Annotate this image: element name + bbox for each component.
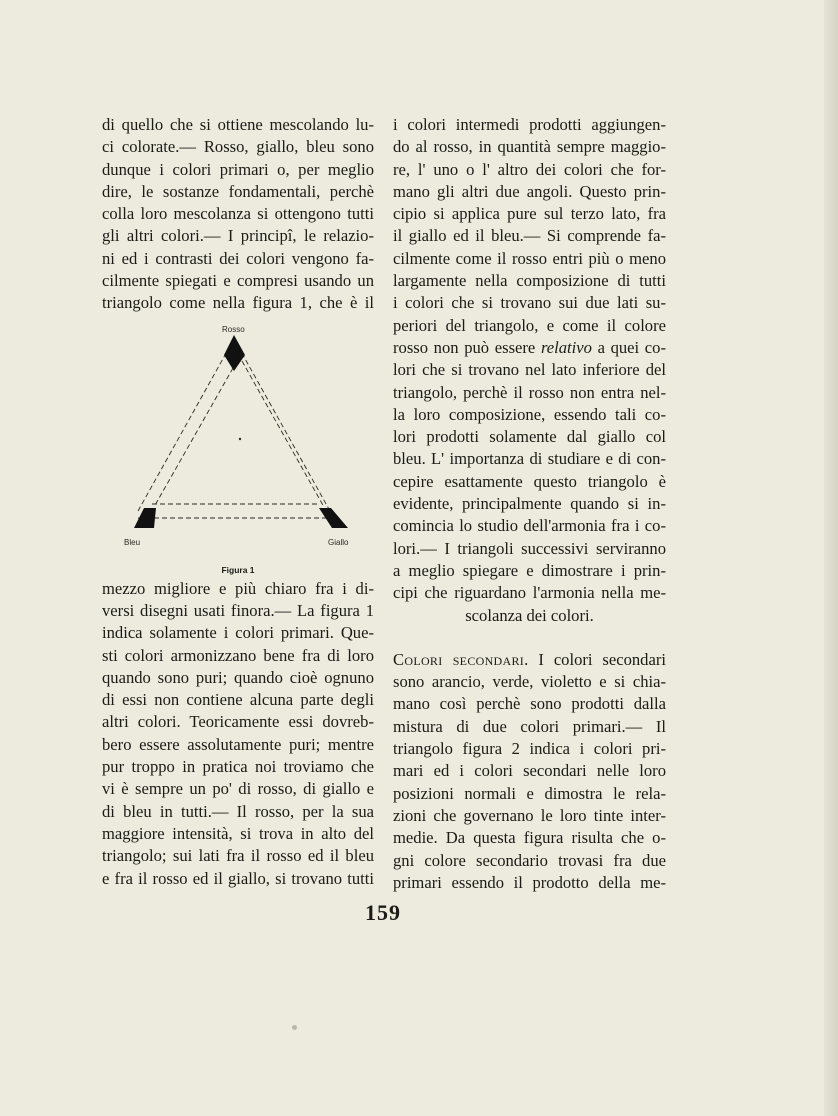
text-line: largamente nella composizione di tutti (393, 271, 666, 291)
section-first-line (393, 649, 666, 671)
text-line: do al rosso, in quantità sempre maggio- (393, 137, 666, 157)
page-edge (824, 0, 838, 1116)
text-line: mistura di due colori primari.— Il (393, 716, 666, 736)
text-line: lori che si trovano nel lato inferiore del (393, 360, 666, 380)
text-line: medie. Da questa figura risulta che o- (393, 828, 666, 848)
paragraph-gap (393, 627, 666, 649)
text-line-relativo (393, 337, 666, 359)
text-line: mari ed i colori secondari nelle loro (393, 761, 666, 781)
text-line: colla loro mescolanza si ottengono tutti (102, 204, 374, 224)
text-line: cipi che riguardano l'armonia nella me- (393, 583, 666, 603)
text-line: quando sono puri; quando cioè ognuno (102, 667, 374, 687)
outer-right-side (234, 339, 330, 511)
text-line: zioni che governano le loro tinte inter- (393, 805, 666, 825)
text-line: mano così perchè sono prodotti dalla (393, 694, 666, 714)
text-line: dire, le sostanze fondamentali, perchè (102, 181, 374, 201)
text-line: versi disegni usati finora.— La figura 1 (102, 600, 374, 620)
italic-word: relativo (540, 337, 592, 357)
text-line: i colori intermedi prodotti aggiungen- (393, 115, 666, 134)
text-fragment: rosso non può essere (393, 337, 541, 357)
figure-1-triangle (102, 321, 374, 574)
text-line: mezzo migliore e più chiaro fra i di- (102, 578, 374, 598)
text-line: ci colorate.— Rosso, giallo, bleu sono (102, 137, 374, 157)
text-line: triangolo; sui lati fra il rosso ed il bleu (102, 846, 374, 866)
text-line: cepire esattamente questo triangolo è (393, 471, 666, 491)
text-line: di quello che si ottiene mescolando lu- (102, 115, 374, 134)
text-line: posizioni normali e dimostra le rela- (393, 783, 666, 803)
text-line: triangolo come nella figura 1, che è il (102, 293, 374, 313)
text-line: la loro composizione, essendo tali co- (393, 404, 666, 424)
text-line: indica solamente i colori primari. Que- (102, 623, 374, 643)
text-line: dunque i colori primari o, per meglio (102, 159, 374, 179)
text-line: bero essere assolutamente puri; mentre (102, 734, 374, 754)
text-line: e fra il rosso ed il giallo, si trovano tutti (102, 868, 374, 888)
text-line: triangolo figura 2 indica i colori pri- (393, 739, 666, 759)
text-fragment: I colori secondari (528, 649, 666, 669)
figure-caption: Figura 1 (221, 564, 255, 575)
text-line-centered: scolanza dei colori. (465, 605, 594, 625)
text-line: altri colori. Teoricamente essi dovreb- (102, 712, 374, 732)
text-line: il giallo ed il bleu.— Si comprende fa- (393, 226, 666, 246)
left-paragraph-bottom (102, 578, 374, 890)
text-line: a meglio spiegare e dimostrare i prin- (393, 560, 666, 580)
text-line: triangolo, perchè il rosso non entra nel- (393, 382, 666, 402)
label-giallo: Giallo (328, 537, 349, 547)
text-line: evidente, principalmente quando si in- (393, 494, 666, 514)
text-line: cipio si applica pure sul terzo lato, fra (393, 204, 666, 224)
text-line: gni colore secondario trovasi fra due (393, 850, 666, 870)
label-bleu: Bleu (124, 537, 141, 547)
inner-left-side (154, 361, 237, 507)
text-line: maggiore intensità, si trova in alto del (102, 823, 374, 843)
text-line: cilmente come il rosso entri più o meno (393, 248, 666, 268)
text-line: sono arancio, verde, violetto e si chia- (393, 672, 666, 692)
text-line: i colori che si trovano sui due lati su- (393, 293, 666, 313)
bleu-corner-block (134, 508, 156, 528)
text-line: sti colori armonizzano bene fra di loro (102, 645, 374, 665)
right-paragraph-top (393, 114, 666, 627)
text-line: re, l' uno o l' altro dei colori che for- (393, 159, 666, 179)
text-line: lori.— I triangoli successivi serviranno (393, 538, 666, 558)
text-line: di essi non contiene alcuna parte degli (102, 690, 374, 710)
left-column (102, 114, 374, 890)
outer-left-side (138, 339, 234, 511)
text-line: comincia lo studio dell'armonia fra i co- (393, 516, 666, 536)
text-line: cilmente spiegati e compresi usando un (102, 271, 374, 291)
center-dot (239, 437, 241, 439)
page-number: 159 (365, 900, 401, 925)
left-paragraph-top (102, 114, 374, 315)
text-fragment: a quei co- (591, 337, 666, 357)
text-line: gli altri colori.— I principî, le relazio- (102, 226, 374, 246)
text-line: di bleu in tutti.— Il rosso, per la sua (102, 801, 374, 821)
text-line: primari essendo il prodotto della me- (393, 872, 666, 892)
text-line: ni ed i contrasti dei colori vengono fa- (102, 248, 374, 268)
inner-right-side (242, 361, 324, 507)
text-line: bleu. L' importanza di studiare e di con- (393, 449, 666, 469)
section-heading: Colori secondari. (393, 649, 529, 669)
right-column (393, 114, 666, 894)
label-rosso: Rosso (222, 324, 245, 334)
text-line: pur troppo in pratica noi troviamo che (102, 757, 374, 777)
paper-speck (292, 1025, 297, 1030)
text-line: lori prodotti solamente dal giallo col (393, 427, 666, 447)
text-line: vi è sempre un po' di rosso, di giallo e (102, 779, 374, 799)
text-line: periori del triangolo, e come il colore (393, 315, 666, 335)
right-paragraph-section (393, 649, 666, 894)
text-line: mano gli altri due angoli. Questo prin- (393, 181, 666, 201)
